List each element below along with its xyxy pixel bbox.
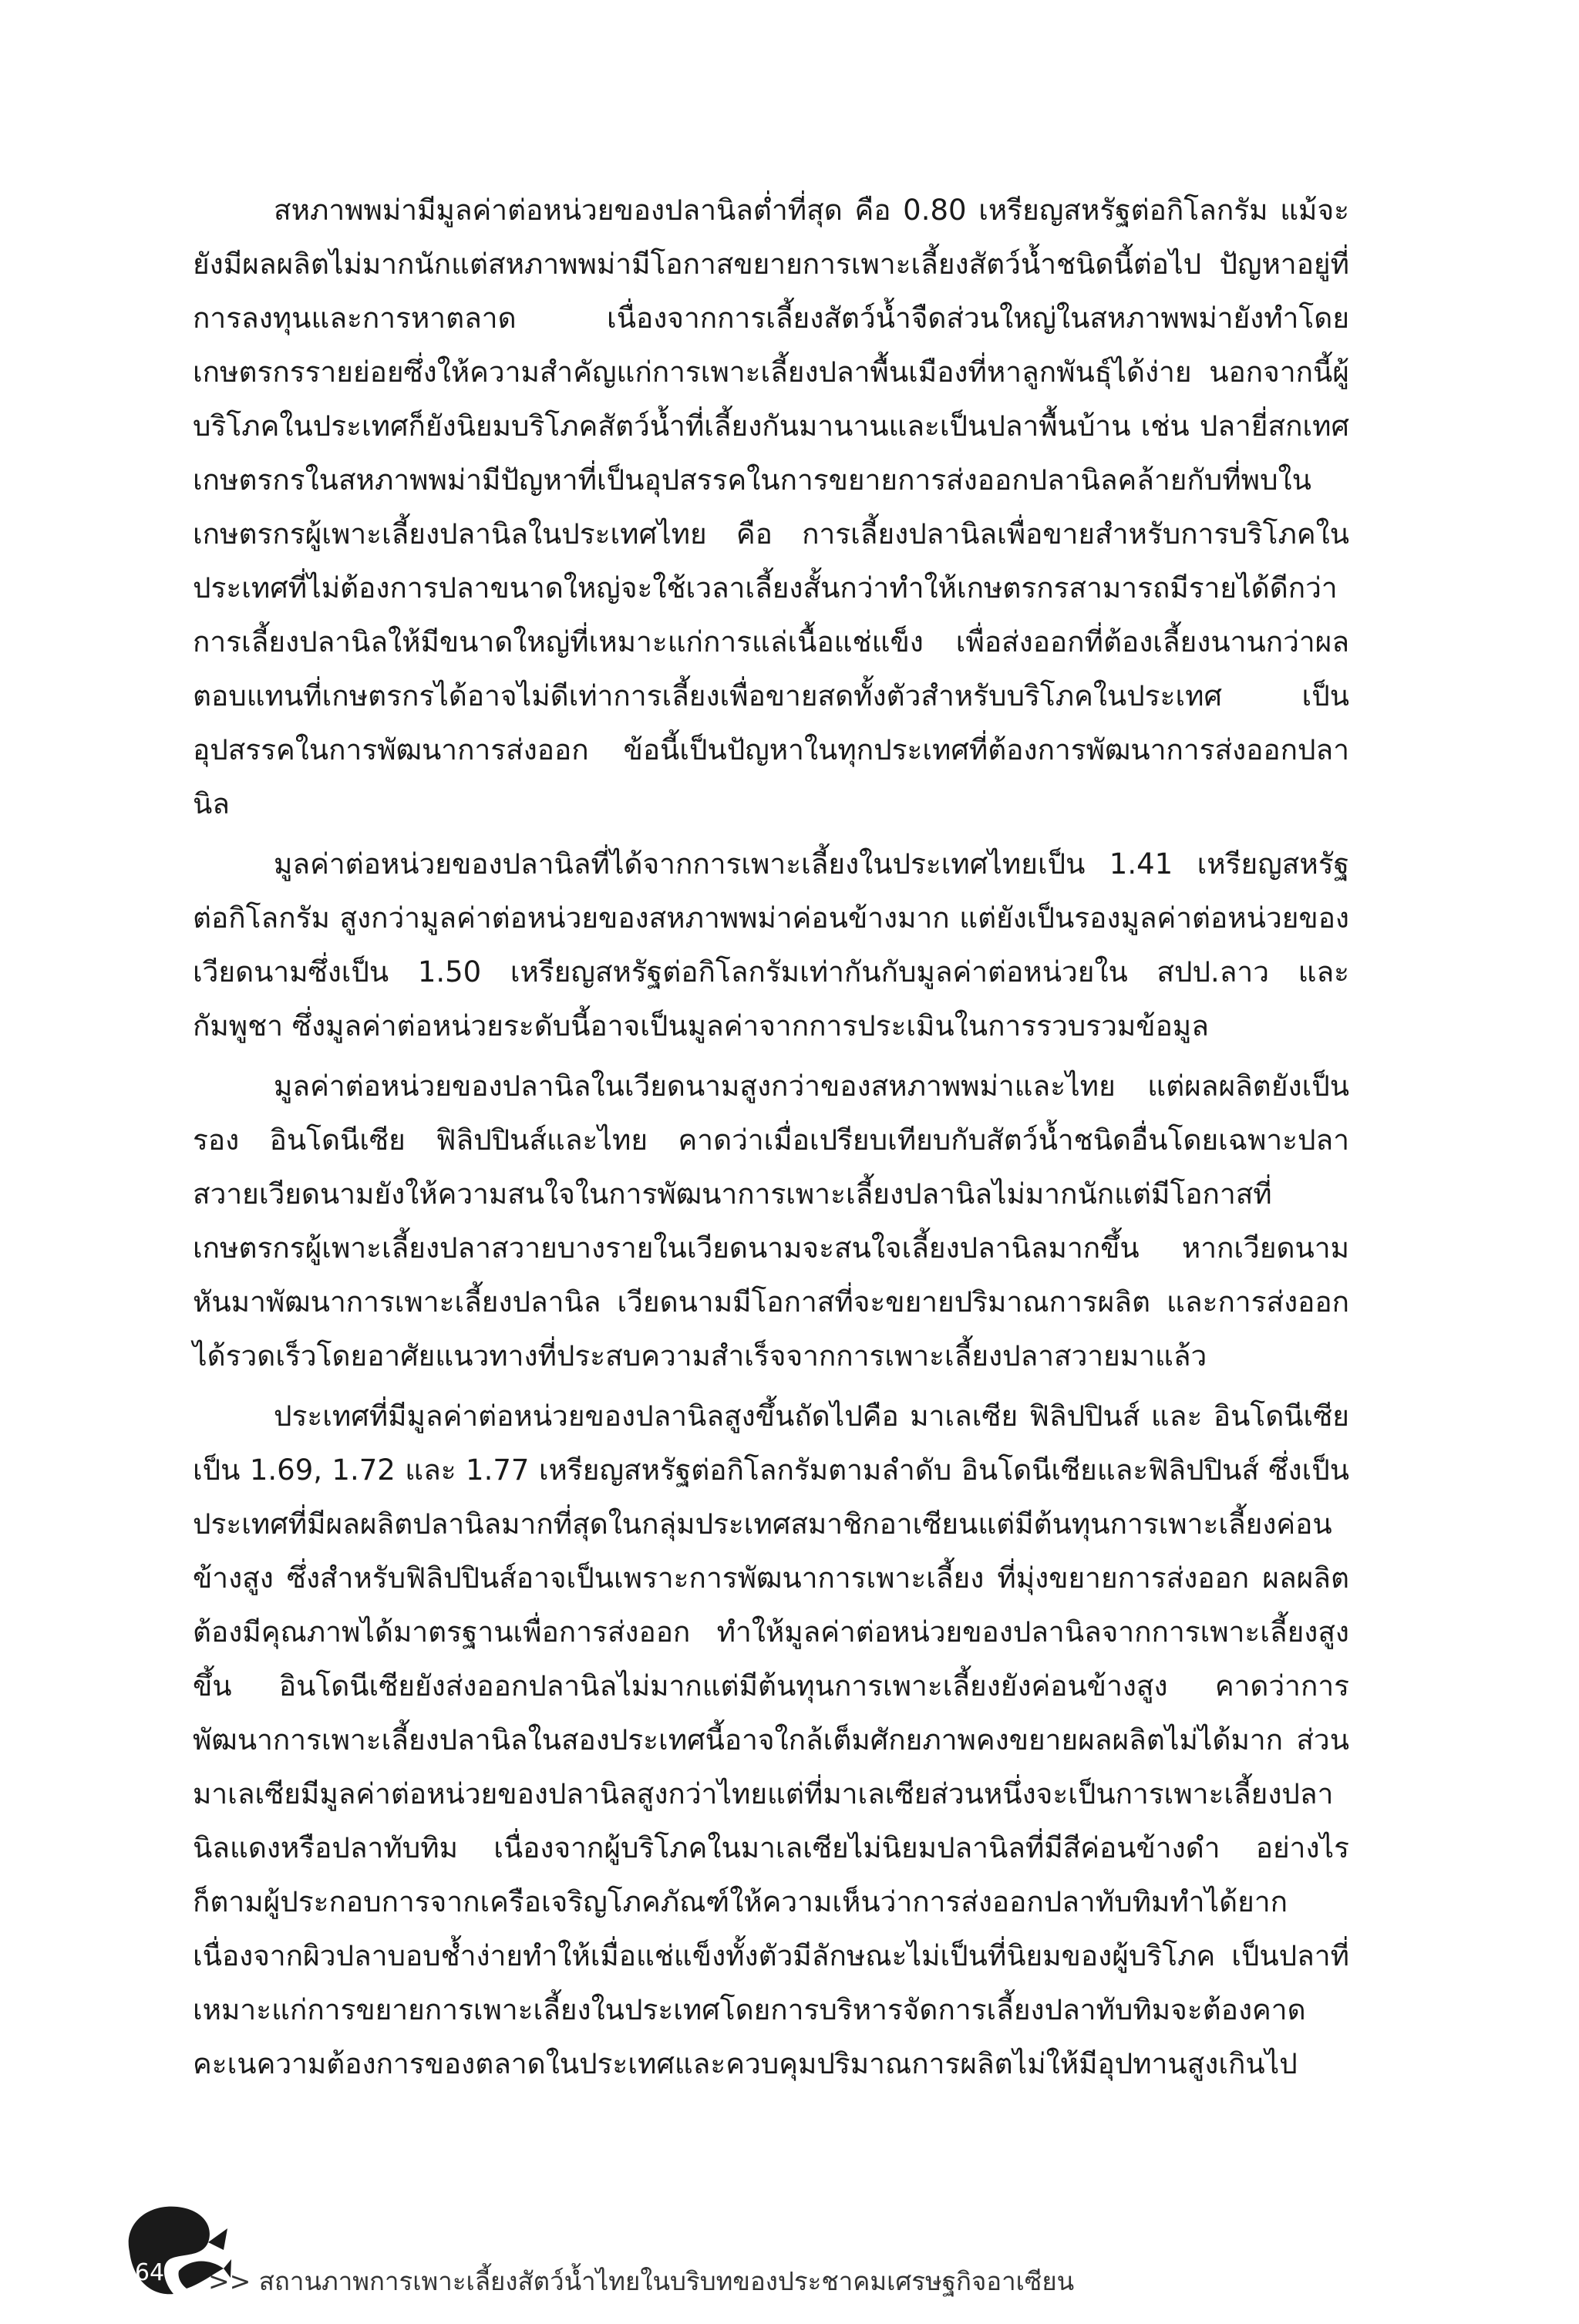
paragraph-1: สหภาพพม่ามีมูลค่าต่อหน่วยของปลานิลต่ำที่สุด คือ 0.80 เหรียญสหรัฐต่อกิโลกรัม แม้จะยังมีผลผลิตไม่มากนักแต่สหภาพพม่ามีโอกาสขยายการเพาะเลี้ยงสัตว์น้ำชนิดนี้ต่อไป ปัญหาอยู่ที่การลงทุนและการหาตลาด เนื่องจากการเลี้ยงสัตว์น้ำจืดส่วนใหญ่ในสหภาพพม่ายังทำโดยเกษตรกรรายย่อยซึ่งให้ความสำคัญแก่การเพาะเลี้ยงปลาพื้นเมืองที่หาลูกพันธุ์ได้ง่าย นอกจากนี้ผู้บริโภคในประเทศก็ยังนิยมบริโภคสัตว์น้ำที่เลี้ยงกันมานานและเป็นปลาพื้นบ้าน เช่น ปลายี่สกเทศ เกษตรกรในสหภาพพม่ามีปัญหาที่เป็นอุปสรรคในการขยายการส่งออกปลานิลคล้ายกับที่พบในเกษตรกรผู้เพาะเลี้ยงปลานิลในประเทศไทย คือ การเลี้ยงปลานิลเพื่อขายสำหรับการบริโภคในประเทศที่ไม่ต้องการปลาขนาดใหญ่จะใช้เวลาเลี้ยงสั้นกว่าทำให้เกษตรกรสามารถมีรายได้ดีกว่าการเลี้ยงปลานิลให้มีขนาดใหญ่ที่เหมาะแก่การแล่เนื้อแช่แข็ง เพื่อส่งออกที่ต้องเลี้ยงนานกว่าผลตอบแทนที่เกษตรกรได้อาจไม่ดีเท่าการเลี้ยงเพื่อขายสดทั้งตัวสำหรับบริโภคในประเทศ เป็นอุปสรรคในการพัฒนาการส่งออก ข้อนี้เป็นปัญหาในทุกประเทศที่ต้องการพัฒนาการส่งออกปลานิล xyxy=(193,194,1349,820)
page-footer xyxy=(116,2198,1426,2296)
paragraph-2: มูลค่าต่อหน่วยของปลานิลที่ได้จากการเพาะเลี้ยงในประเทศไทยเป็น 1.41 เหรียญสหรัฐต่อกิโลกรัม สูงกว่ามูลค่าต่อหน่วยของสหภาพพม่าค่อนข้างมาก แต่ยังเป็นรองมูลค่าต่อหน่วยของเวียดนามซึ่งเป็น 1.50 เหรียญสหรัฐต่อกิโลกรัมเท่ากันกับมูลค่าต่อหน่วยใน สปป.ลาว และกัมพูชา ซึ่งมูลค่าต่อหน่วยระดับนี้อาจเป็นมูลค่าจากการประเมินในการรวบรวมข้อมูล xyxy=(193,847,1349,1042)
paragraph-4: ประเทศที่มีมูลค่าต่อหน่วยของปลานิลสูงขึ้นถัดไปคือ มาเลเซีย ฟิลิปปินส์ และ อินโดนีเซีย เป็น 1.69, 1.72 และ 1.77 เหรียญสหรัฐต่อกิโลกรัมตามลำดับ อินโดนีเซียและฟิลิปปินส์ ซึ่งเป็นประเทศที่มีผลผลิตปลานิลมากที่สุดในกลุ่มประเทศสมาชิกอาเซียนแต่มีต้นทุนการเพาะเลี้ยงค่อนข้างสูง ซึ่งสำหรับฟิลิปปินส์อาจเป็นเพราะการพัฒนาการเพาะเลี้ยง ที่มุ่งขยายการส่งออก ผลผลิตต้องมีคุณภาพได้มาตรฐานเพื่อการส่งออก ทำให้มูลค่าต่อหน่วยของปลานิลจากการเพาะเลี้ยงสูงขึ้น อินโดนีเซียยังส่งออกปลานิลไม่มากแต่มีต้นทุนการเพาะเลี้ยงยังค่อนข้างสูง คาดว่าการพัฒนาการเพาะเลี้ยงปลานิลในสองประเทศนี้อาจใกล้เต็มศักยภาพคงขยายผลผลิตไม่ได้มาก ส่วนมาเลเซียมีมูลค่าต่อหน่วยของปลานิลสูงกว่าไทยแต่ที่มาเลเซียส่วนหนึ่งจะเป็นการเพาะเลี้ยงปลานิลแดงหรือปลาทับทิม เนื่องจากผู้บริโภคในมาเลเซียไม่นิยมปลานิลที่มีสีค่อนข้างดำ อย่างไรก็ตามผู้ประกอบการจากเครือเจริญโภคภัณฑ์ให้ความเห็นว่าการส่งออกปลาทับทิมทำได้ยาก เนื่องจากผิวปลาบอบช้ำง่ายทำให้เมื่อแช่แข็งทั้งตัวมีลักษณะไม่เป็นที่นิยมของผู้บริโภค เป็นปลาที่เหมาะแก่การขยายการเพาะเลี้ยงในประเทศโดยการบริหารจัดการเลี้ยงปลาทับทิมจะต้องคาดคะเนความต้องการของตลาดในประเทศและควบคุมปริมาณการผลิตไม่ให้มีอุปทานสูงเกินไป xyxy=(193,1399,1349,2080)
running-title: >> สถานภาพการเพาะเลี้ยงสัตว์น้ำไทยในบริบทของประชาคมเศรษฐกิจอาเซียน xyxy=(208,2266,1075,2296)
body-text xyxy=(193,184,1349,2091)
page-number: 64 xyxy=(134,2259,165,2286)
paragraph-3: มูลค่าต่อหน่วยของปลานิลในเวียดนามสูงกว่าของสหภาพพม่าและไทย แต่ผลผลิตยังเป็นรอง อินโดนีเซีย ฟิลิปปินส์และไทย คาดว่าเมื่อเปรียบเทียบกับสัตว์น้ำชนิดอื่นโดยเฉพาะปลาสวายเวียดนามยังให้ความสนใจในการพัฒนาการเพาะเลี้ยงปลานิลไม่มากนักแต่มีโอกาสที่เกษตรกรผู้เพาะเลี้ยงปลาสวายบางรายในเวียดนามจะสนใจเลี้ยงปลานิลมากขึ้น หากเวียดนามหันมาพัฒนาการเพาะเลี้ยงปลานิล เวียดนามมีโอกาสที่จะขยายปริมาณการผลิต และการส่งออกได้รวดเร็วโดยอาศัยแนวทางที่ประสบความสำเร็จจากการเพาะเลี้ยงปลาสวายมาแล้ว xyxy=(193,1069,1349,1373)
